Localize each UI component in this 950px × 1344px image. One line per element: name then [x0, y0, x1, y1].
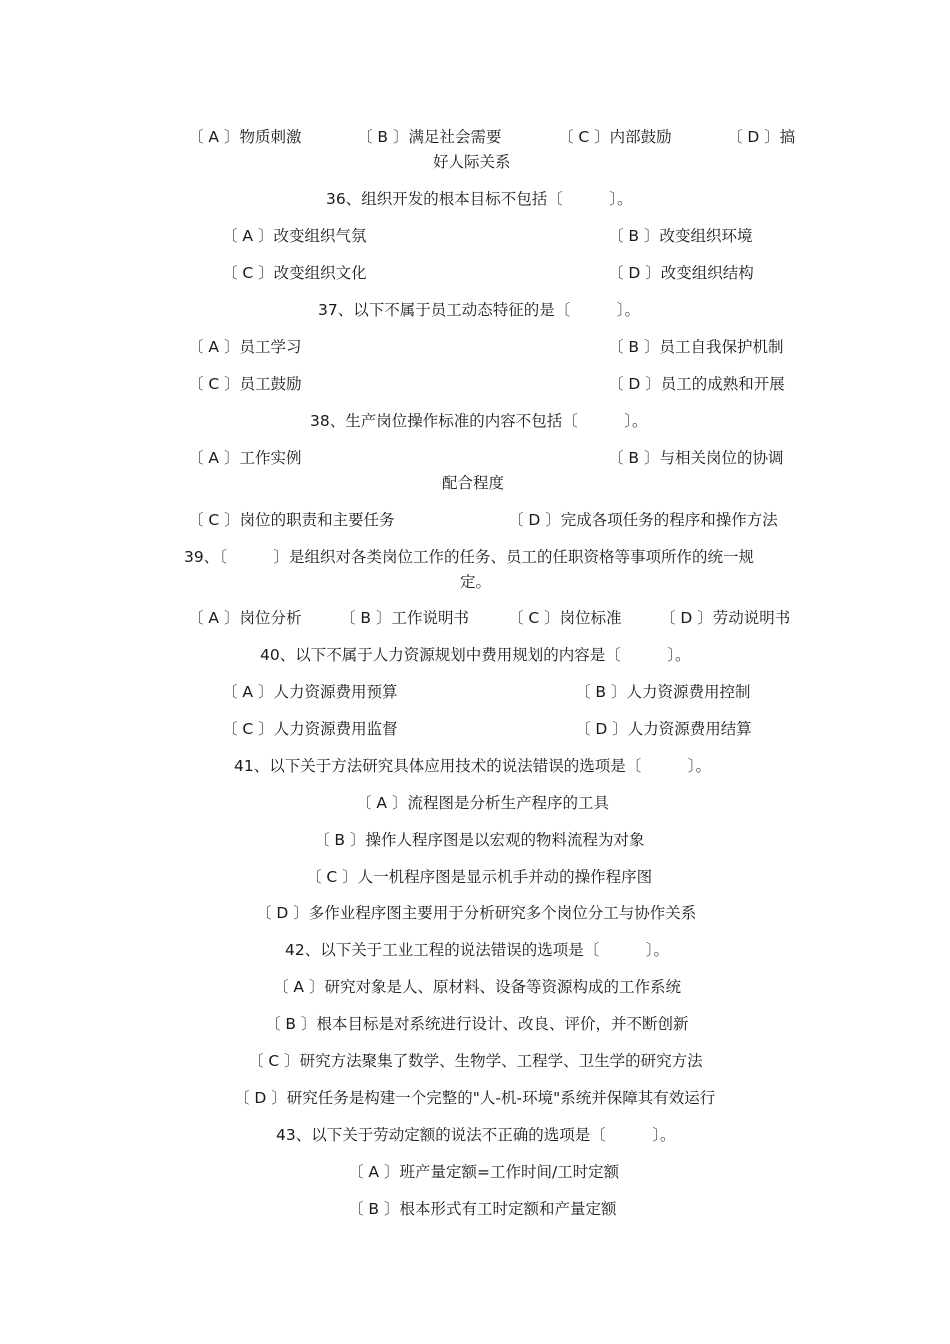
q40-option-c: 〔 C 〕人力资源费用监督 [222, 720, 398, 738]
q39-option-b: 〔 B 〕工作说明书 [340, 609, 469, 627]
q37-stem: 37、以下不属于员工动态特征的是〔 〕。 [318, 301, 640, 319]
q36-option-d: 〔 D 〕改变组织结构 [608, 264, 754, 282]
q43-option-b: 〔 B 〕根本形式有工时定额和产量定额 [348, 1200, 617, 1218]
q35-option-a: 〔 A 〕物质刺激 [188, 128, 302, 146]
q35-option-d-continued: 好人际关系 [433, 153, 511, 171]
q38-option-b: 〔 B 〕与相关岗位的协调 [608, 449, 784, 467]
q41-option-c: 〔 C 〕人一机程序图是显示机手并动的操作程序图 [306, 868, 653, 886]
q41-option-d: 〔 D 〕多作业程序图主要用于分析研究多个岗位分工与协作关系 [256, 904, 697, 922]
q36-option-a: 〔 A 〕改变组织气氛 [222, 227, 367, 245]
q37-option-d: 〔 D 〕员工的成熟和开展 [608, 375, 785, 393]
q39-stem: 39、〔 〕是组织对各类岗位工作的任务、员工的任职资格等事项所作的统一规 [184, 548, 754, 566]
q36-stem: 36、组织开发的根本目标不包括〔 〕。 [326, 190, 633, 208]
q38-stem: 38、生产岗位操作标准的内容不包括〔 〕。 [310, 412, 648, 430]
q41-stem: 41、以下关于方法研究具体应用技术的说法错误的选项是〔 〕。 [234, 757, 711, 775]
q40-stem: 40、以下不属于人力资源规划中费用规划的内容是〔 〕。 [260, 646, 691, 664]
q35-option-c: 〔 C 〕内部鼓励 [558, 128, 672, 146]
q39-option-c: 〔 C 〕岗位标准 [508, 609, 622, 627]
q42-option-c: 〔 C 〕研究方法聚集了数学、生物学、工程学、卫生学的研究方法 [248, 1052, 703, 1070]
q39-option-a: 〔 A 〕岗位分析 [188, 609, 302, 627]
q37-option-c: 〔 C 〕员工鼓励 [188, 375, 302, 393]
q41-option-a: 〔 A 〕流程图是分析生产程序的工具 [356, 794, 609, 812]
q42-stem: 42、以下关于工业工程的说法错误的选项是〔 〕。 [285, 941, 669, 959]
q43-option-a: 〔 A 〕班产量定额=工作时间/工时定额 [348, 1163, 620, 1181]
q38-option-a: 〔 A 〕工作实例 [188, 449, 302, 467]
q36-option-c: 〔 C 〕改变组织文化 [222, 264, 367, 282]
q41-option-b: 〔 B 〕操作人程序图是以宏观的物料流程为对象 [314, 831, 645, 849]
q38-option-b-continued: 配合程度 [442, 474, 505, 492]
q38-option-c: 〔 C 〕岗位的职责和主要任务 [188, 511, 395, 529]
q39-stem-continued: 定。 [460, 573, 492, 591]
q39-option-d: 〔 D 〕劳动说明书 [660, 609, 791, 627]
q38-option-d: 〔 D 〕完成各项任务的程序和操作方法 [508, 511, 778, 529]
q42-option-b: 〔 B 〕根本目标是对系统进行设计、改良、评价，并不断创新 [265, 1015, 689, 1033]
q35-option-d: 〔 D 〕搞 [727, 128, 796, 146]
q37-option-a: 〔 A 〕员工学习 [188, 338, 302, 356]
q42-option-a: 〔 A 〕研究对象是人、原材料、设备等资源构成的工作系统 [273, 978, 681, 996]
q42-option-d: 〔 D 〕研究任务是构建一个完整的"人-机-环境"系统并保障其有效运行 [234, 1089, 716, 1107]
q37-option-b: 〔 B 〕员工自我保护机制 [608, 338, 784, 356]
q36-option-b: 〔 B 〕改变组织环境 [608, 227, 753, 245]
q40-option-b: 〔 B 〕人力资源费用控制 [575, 683, 751, 701]
q43-stem: 43、以下关于劳动定额的说法不正确的选项是〔 〕。 [276, 1126, 676, 1144]
q35-option-b: 〔 B 〕满足社会需要 [357, 128, 502, 146]
q40-option-d: 〔 D 〕人力资源费用结算 [575, 720, 752, 738]
q40-option-a: 〔 A 〕人力资源费用预算 [222, 683, 398, 701]
